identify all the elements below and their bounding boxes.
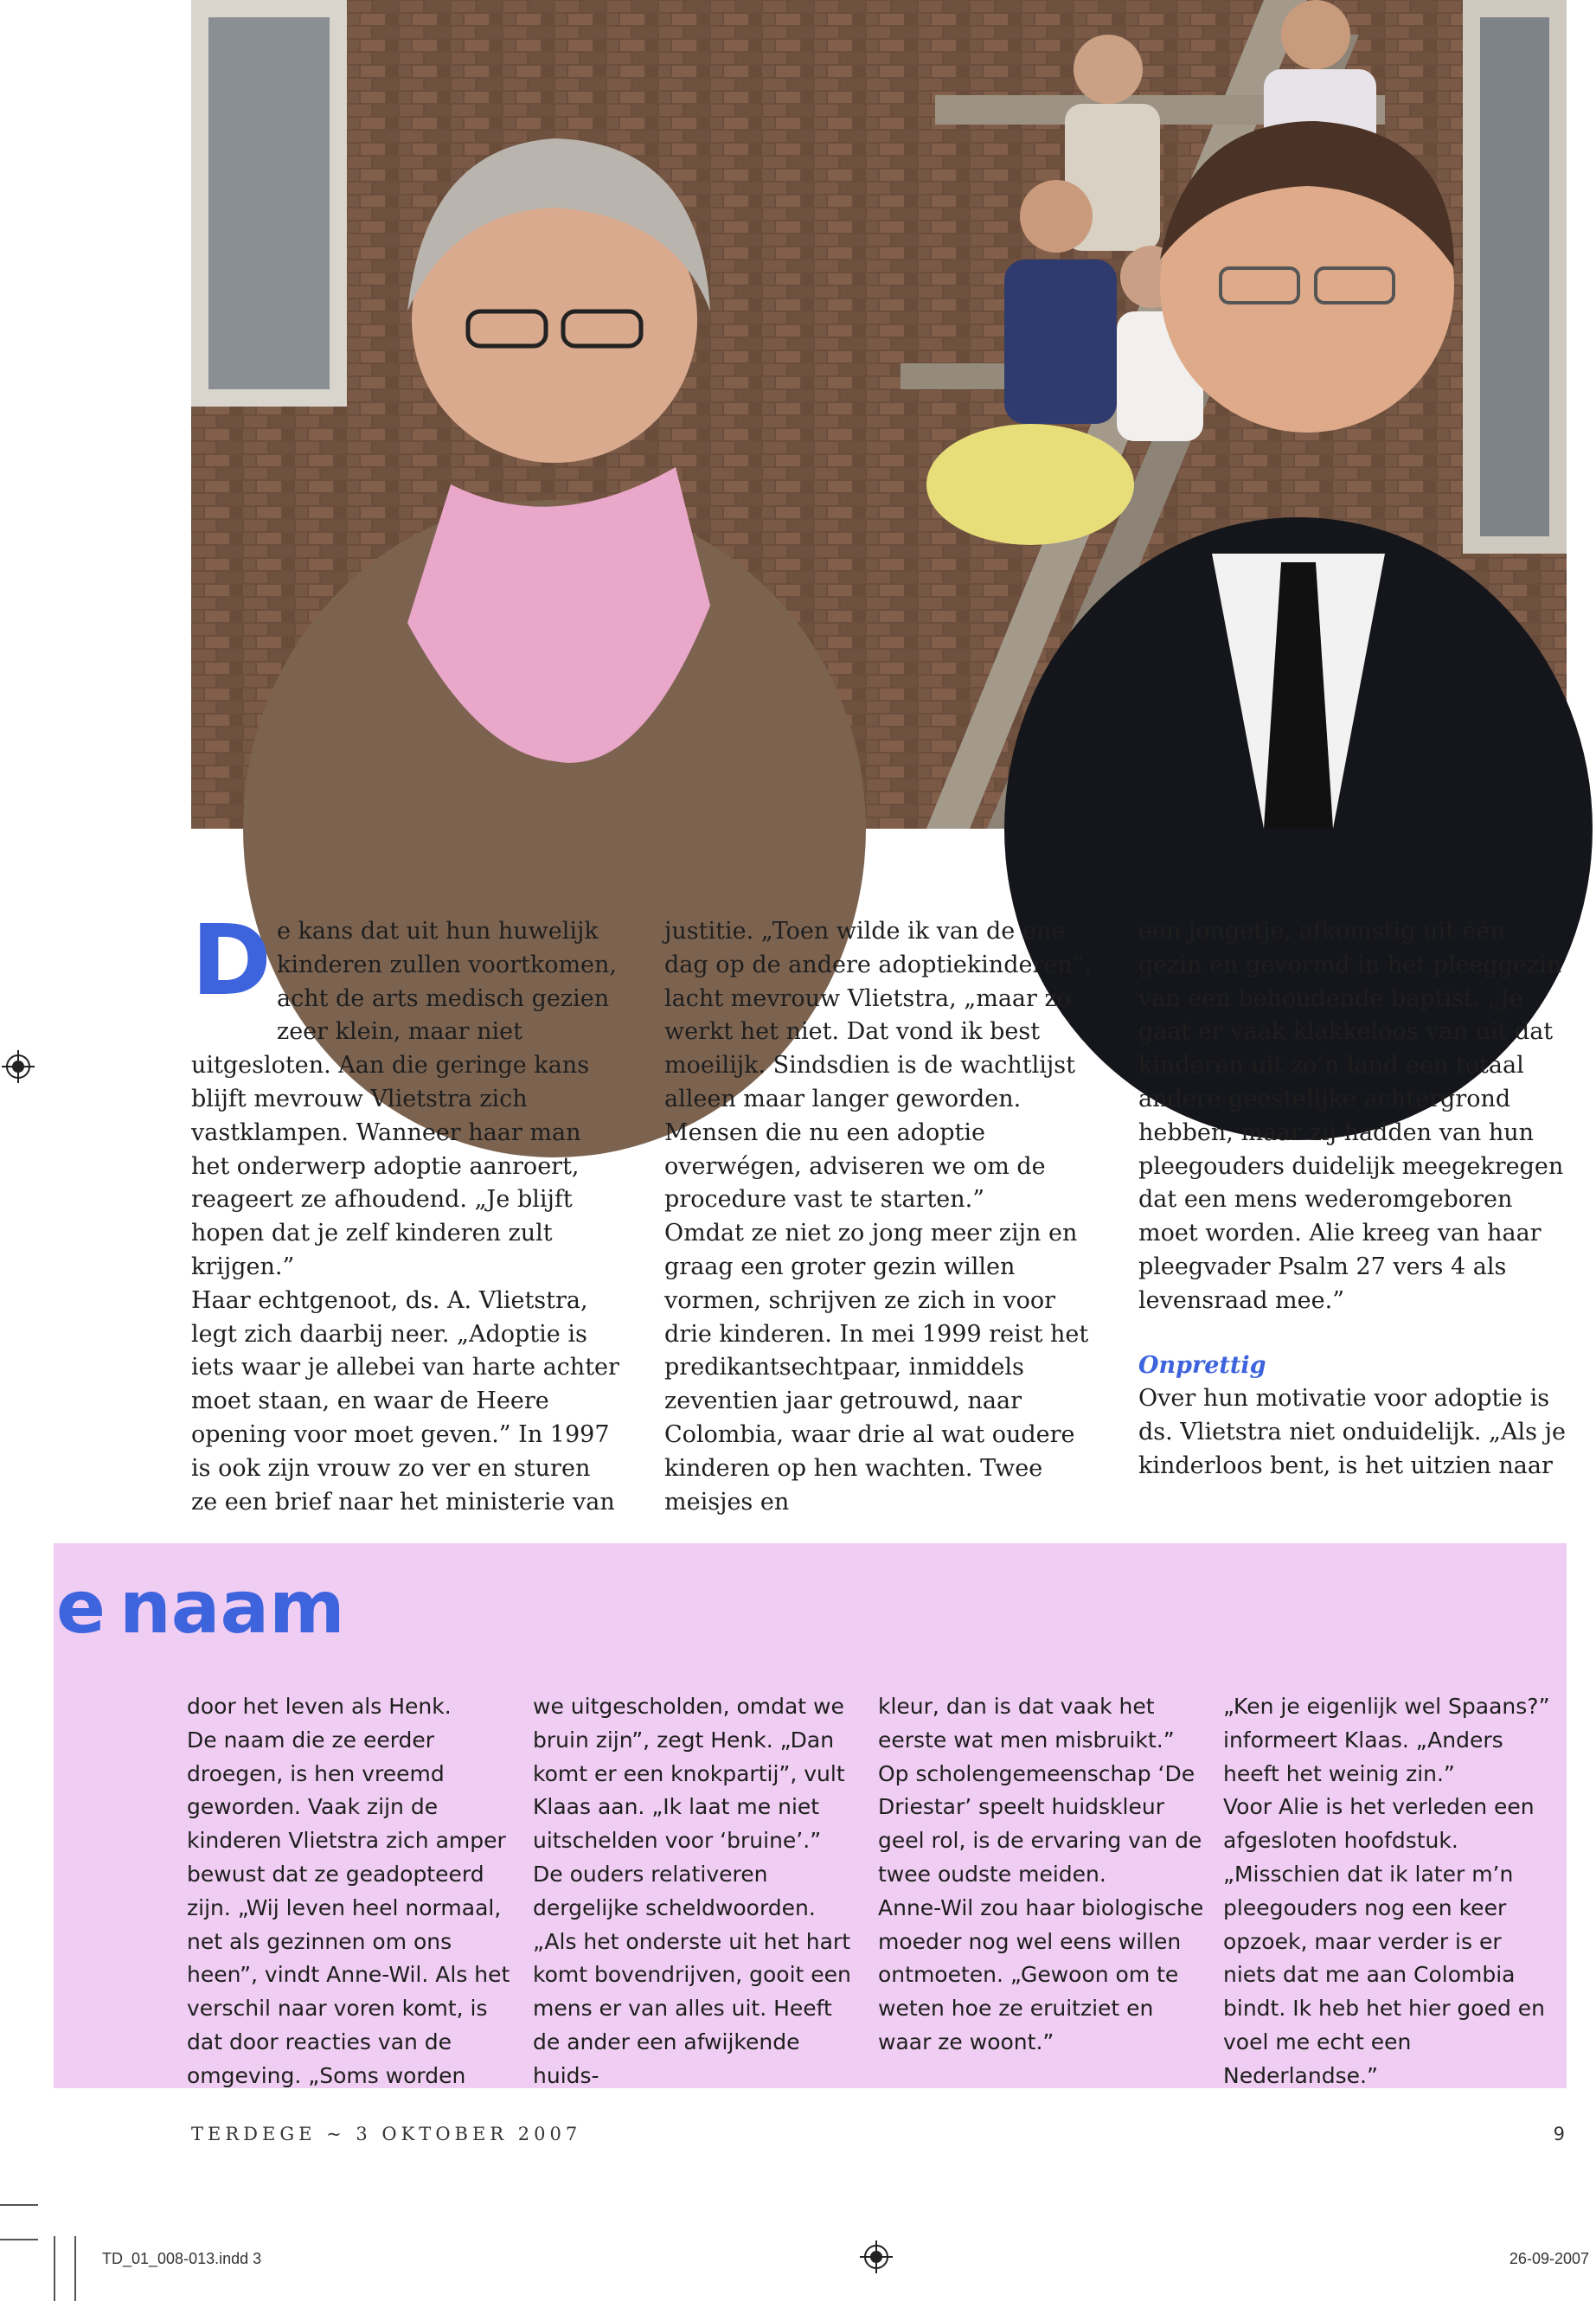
- article-paragraph: [191, 905, 619, 1285]
- trim-mark: [0, 2204, 38, 2206]
- sidebar-paragraph: door het leven als Henk.: [187, 1694, 452, 1719]
- sidebar-paragraph: Anne-Wil zou haar biologische moeder nog wel eens willen ontmoeten. „Gewoon om te weten hoe ze eruitziet en waar ze woont.”: [878, 1894, 1204, 2054]
- article-subhead: Onprettig: [1138, 1351, 1266, 1379]
- print-slug-date: 26-09-2007: [1509, 2250, 1589, 2267]
- article-paragraph: Haar echtgenoot, ds. A. Vlietstra, legt zich daarbij neer. „Adoptie is iets waar je allebei van harte achter moet staan, en waar de Heere opening voor moet geven.” In 1997 is ook zijn vrouw zo ver en sturen ze een brief naar het ministerie van: [191, 1286, 619, 1516]
- article-paragraph: Omdat ze niet zo jong meer zijn en graag een groter gezin willen vormen, schrijven ze zich in voor drie kinderen. In mei 1999 reist het predikantsechtpaar, inmiddels zeventien jaar getrouwd, naar Colombia, waar drie al wat oudere kinderen op hen wachten. Twee meisjes en: [664, 1220, 1089, 1516]
- sidebar-heading-text: naam: [119, 1565, 345, 1650]
- sidebar-paragraph: kleur, dan is dat vaak het eerste wat men misbruikt.”: [878, 1694, 1175, 1753]
- registration-mark-left: [2, 1050, 35, 1083]
- article-photo: [191, 0, 1567, 829]
- sidebar-box: [54, 1543, 1567, 2088]
- sidebar-paragraph: „Ken je eigenlijk wel Spaans?” informeert Klaas. „Anders heeft het weinig zin.”: [1223, 1694, 1550, 1786]
- sidebar-column-1: [187, 1690, 516, 2093]
- sidebar-paragraph: we uitgescholden, omdat we bruin zijn”, zegt Henk. „Dan komt er een knokpartij”, vult Klaas aan. „Ik laat me niet uitschelden voor ‘bruine’.”: [533, 1694, 845, 1854]
- registration-mark-bottom: [860, 2240, 893, 2273]
- sidebar-column-3: [878, 1690, 1207, 2060]
- article-paragraph: Over hun motivatie voor adoptie is ds. Vlietstra niet onduidelijk. „Als je kinderloos bent, is het uitzien naar: [1138, 1385, 1566, 1479]
- sidebar-heading-fragment: e: [56, 1565, 106, 1650]
- sidebar-paragraph: Op scholengemeenschap ‘De Driestar’ speelt huidskleur geel rol, is de ervaring van de twee oudste meiden.: [878, 1760, 1202, 1887]
- article-column-1: [191, 905, 619, 1519]
- page-number: 9: [1553, 2124, 1565, 2144]
- drop-cap: D: [191, 905, 272, 1017]
- article-paragraph: een jongetje, afkomstig uit één gezin en gevormd in het pleeggezin van een behoudende baptist. „Je gaat er vaak klakkeloos van uit dat kinderen uit zo’n land een totaal andere geestelijke achtergrond hebben, maar zij hadden van hun pleegouders duidelijk meegekregen dat een mens wederomgeboren moet worden. Alie kreeg van haar pleegvader Psalm 27 vers 4 als levensraad mee.”: [1138, 918, 1564, 1314]
- trim-mark: [0, 2239, 38, 2240]
- sidebar-paragraph: De ouders relativeren dergelijke scheldwoorden. „Als het onderste uit het hart komt bovendrijven, gooit een mens er van alles uit. Heeft de ander een afwijkende huids-: [533, 1861, 851, 2088]
- article-paragraph: justitie. „Toen wilde ik van de ene dag op de andere adoptiekinderen”, lacht mevrouw Vlietstra, „maar zo werkt het niet. Dat vond ik best moeilijk. Sindsdien is de wachtlijst alleen maar langer geworden. Mensen die nu een adoptie overwégen, adviseren we om de procedure vast te starten.”: [664, 918, 1093, 1214]
- print-slug-file: TD_01_008-013.indd 3: [102, 2250, 262, 2267]
- trim-mark: [54, 2236, 55, 2301]
- sidebar-heading: [56, 1564, 345, 1650]
- article-column-3: [1138, 915, 1567, 1484]
- sidebar-paragraph: Voor Alie is het verleden een afgesloten hoofdstuk. „Misschien dat ik later m’n pleegouders nog een keer opzoek, maar verder is er niets dat me aan Colombia bindt. Ik heb het hier goed en voel me echt een Nederlandse.”: [1223, 1794, 1546, 2088]
- article-column-2: [664, 915, 1093, 1519]
- magazine-footer: TERDEGE ~ 3 OKTOBER 2007: [191, 2124, 582, 2144]
- trim-mark: [74, 2236, 76, 2301]
- sidebar-column-4: [1223, 1690, 1552, 2093]
- article-text: e kans dat uit hun huwelijk kinderen zullen voortkomen, acht de arts medisch gezien zeer klein, maar niet uitgesloten. Aan die geringe kans blijft mevrouw Vlietstra zich vastklampen. Wanneer haar man het onderwerp adoptie aanroert, reageert ze afhoudend. „Je blijft hopen dat je zelf kinderen zult krijgen.”: [191, 918, 617, 1280]
- photo-illustration: [191, 0, 1567, 829]
- sidebar-column-2: [533, 1690, 862, 2093]
- sidebar-paragraph: De naam die ze eerder droegen, is hen vreemd geworden. Vaak zijn de kinderen Vlietstra zich amper bewust dat ze geadopteerd zijn. „Wij leven heel normaal, net als gezinnen om ons heen”, vindt Anne-Wil. Als het verschil naar voren komt, is dat door reacties van de omgeving. „Soms worden: [187, 1727, 510, 2088]
